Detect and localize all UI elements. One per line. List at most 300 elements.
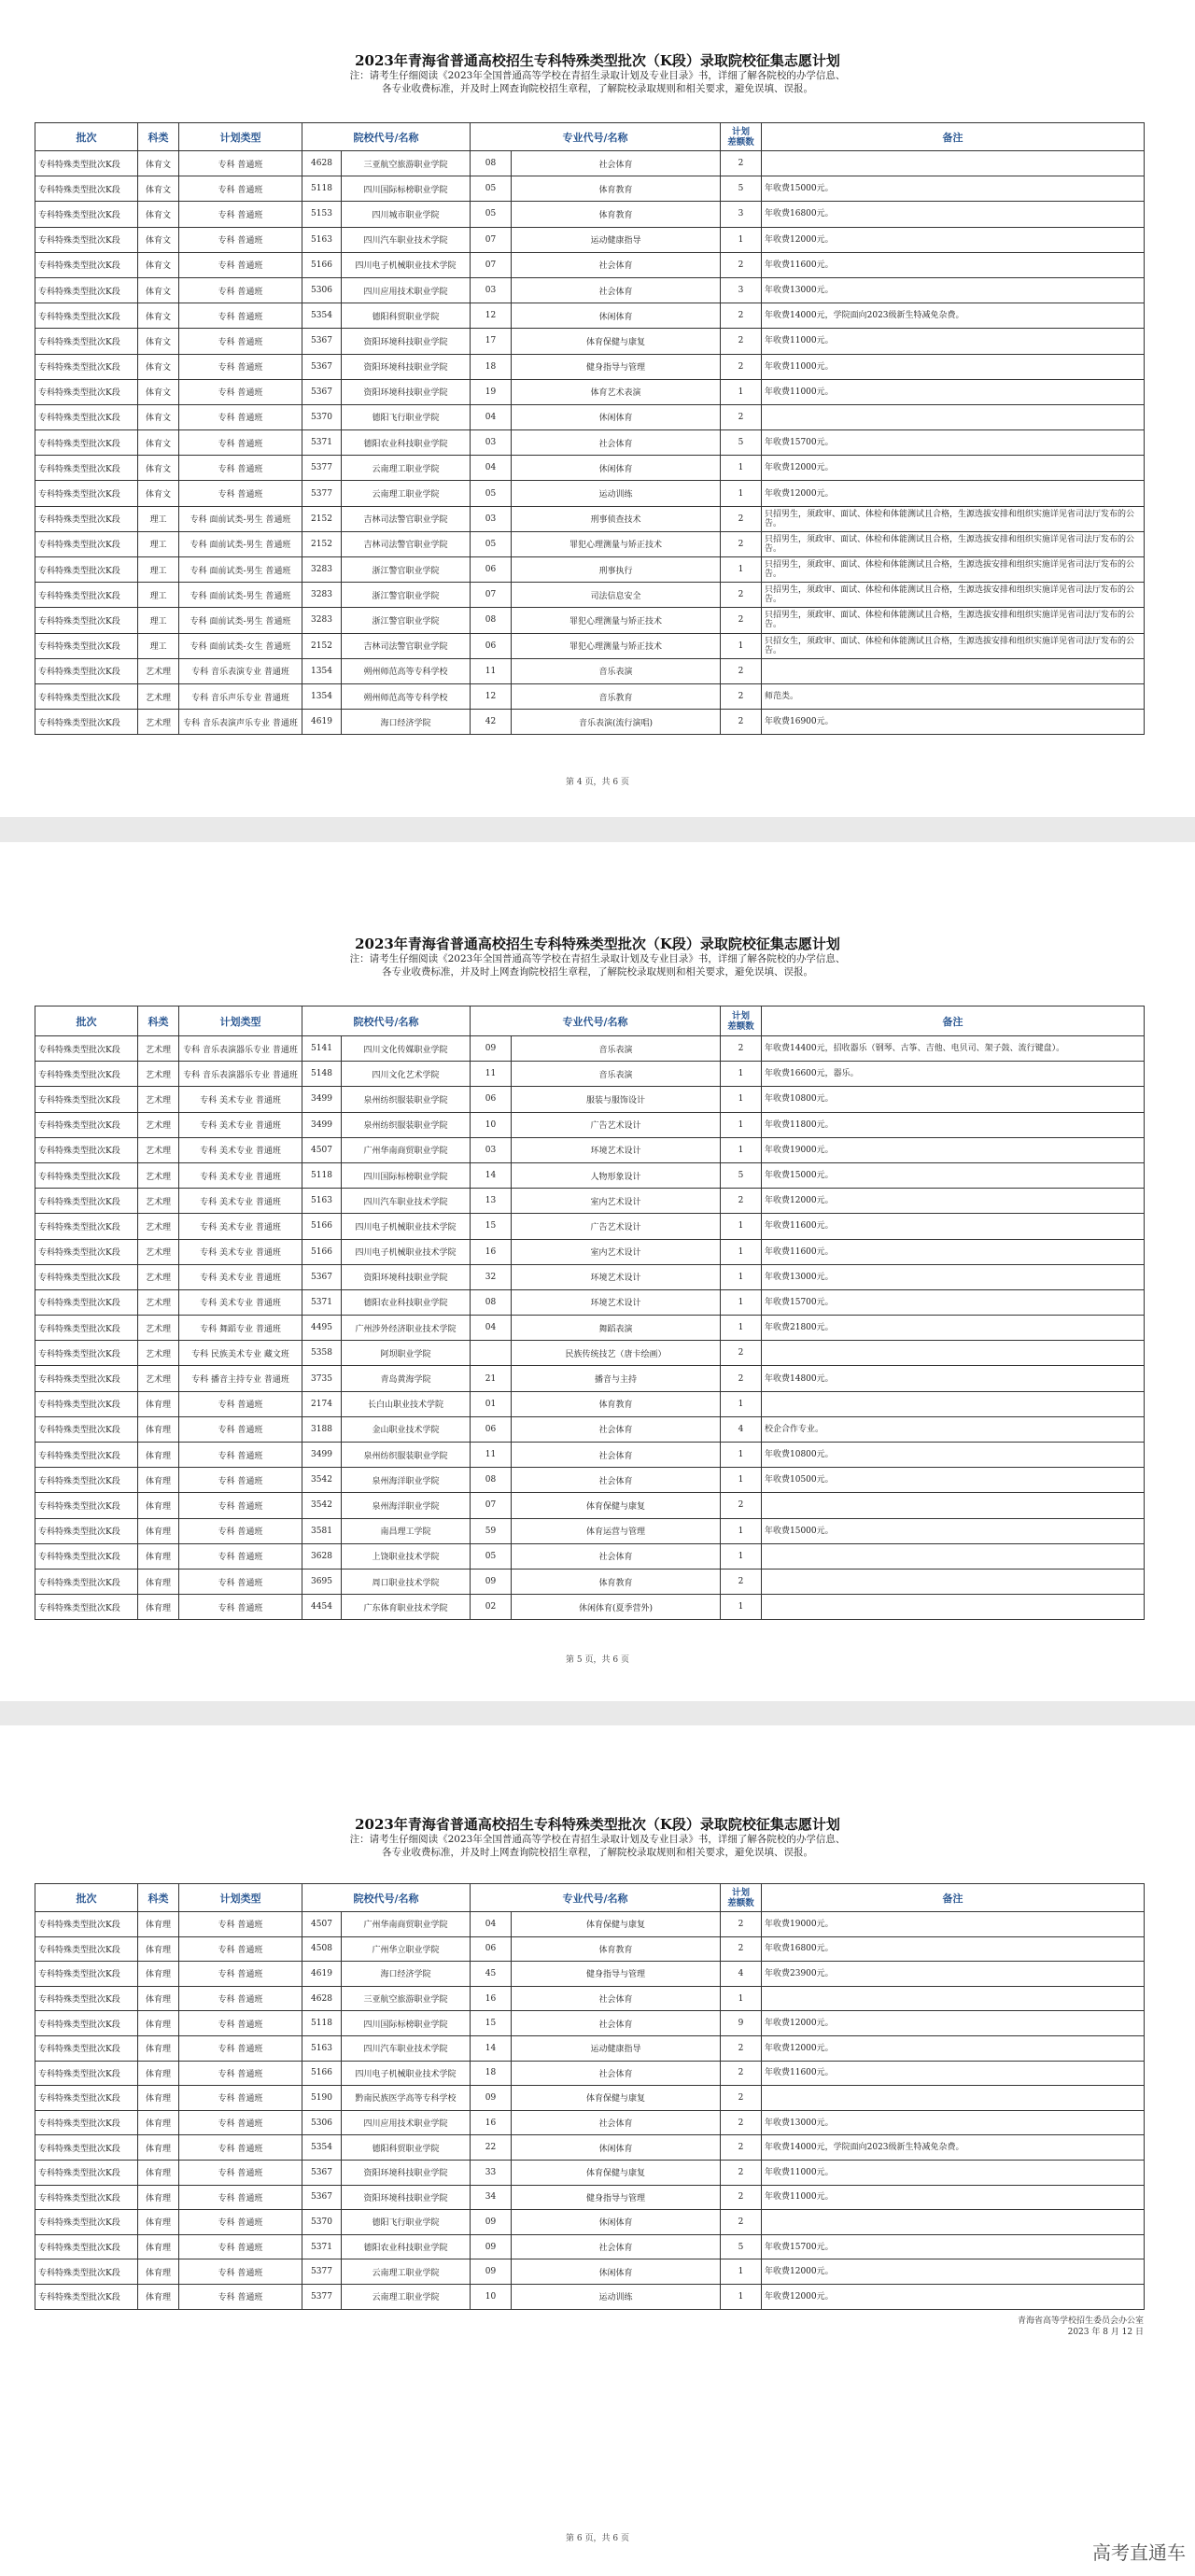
- plan-type-cell: 专科 普通班: [179, 2035, 302, 2061]
- major-code-cell: 12: [471, 683, 512, 709]
- remark-cell: [762, 1569, 1145, 1594]
- major-name-cell: 服装与服饰设计: [512, 1087, 721, 1112]
- batch-cell: 专科特殊类型批次K段: [35, 557, 138, 583]
- category-cell: 体育理: [138, 2110, 179, 2135]
- batch-cell: 专科特殊类型批次K段: [35, 1962, 138, 1987]
- batch-cell: 专科特殊类型批次K段: [35, 430, 138, 456]
- remark-cell: 只招男生，须政审、面试、体检和体能测试且合格，生源选拔安排和组织实施详见省司法厅发布的公告。: [762, 557, 1145, 583]
- plan-type-cell: 专科 面前试类-女生 普通班: [179, 633, 302, 658]
- quota-cell: 2: [721, 531, 762, 556]
- batch-cell: 专科特殊类型批次K段: [35, 2284, 138, 2309]
- major-name-cell: 音乐表演(流行演唱): [512, 710, 721, 735]
- plan-type-cell: 专科 普通班: [179, 1936, 302, 1962]
- plan-type-cell: 专科 音乐表演专业 普通班: [179, 658, 302, 683]
- category-cell: 体育理: [138, 2259, 179, 2285]
- school-code-cell: 5354: [302, 2135, 342, 2161]
- major-code-cell: 16: [471, 2110, 512, 2135]
- page-title: 2023年青海省普通高校招生专科特殊类型批次（K段）录取院校征集志愿计划: [355, 1816, 840, 1833]
- major-code-cell: 04: [471, 1912, 512, 1937]
- header-major: 专业代号/名称: [471, 1006, 721, 1036]
- plan-type-cell: 专科 音乐表演声乐专业 普通班: [179, 710, 302, 735]
- page-footer: 第 6 页，共 6 页: [566, 2534, 629, 2543]
- batch-cell: 专科特殊类型批次K段: [35, 2160, 138, 2185]
- note-line-1: 注：请考生仔细阅读《2023年全国普通高等学校在青招生录取计划及专业目录》书，详细了解各院校的办学信息、: [349, 1834, 846, 1845]
- major-code-cell: 17: [471, 329, 512, 354]
- major-name-cell: 休闲体育: [512, 2210, 721, 2235]
- plan-type-cell: 专科 民族美术专业 藏文班: [179, 1341, 302, 1366]
- major-code-cell: 06: [471, 1087, 512, 1112]
- table-row: [35, 633, 1145, 658]
- category-cell: 体育理: [138, 1569, 179, 1594]
- remark-cell: 年收费13000元。: [762, 1264, 1145, 1289]
- table-row: [35, 481, 1145, 506]
- header-plan-type: 计划类型: [179, 1884, 302, 1912]
- batch-cell: 专科特殊类型批次K段: [35, 2234, 138, 2259]
- school-code-cell: 5370: [302, 2210, 342, 2235]
- school-code-cell: 5166: [302, 1214, 342, 1239]
- remark-cell: [762, 1986, 1145, 2011]
- header-quota-line-2: 差额数: [727, 1021, 754, 1032]
- category-cell: 体育理: [138, 1416, 179, 1442]
- batch-cell: 专科特殊类型批次K段: [35, 1062, 138, 1087]
- remark-cell: 只招男生，须政审、面试、体检和体能测试且合格，生源选拔安排和组织实施详见省司法厅发布的公告。: [762, 608, 1145, 633]
- batch-cell: 专科特殊类型批次K段: [35, 2135, 138, 2161]
- school-name-cell: 四川国际标榜职业学院: [342, 1162, 471, 1188]
- table-row: [35, 202, 1145, 227]
- school-code-cell: 5163: [302, 2035, 342, 2061]
- quota-cell: 2: [721, 404, 762, 429]
- quota-cell: 5: [721, 430, 762, 456]
- school-code-cell: 3542: [302, 1468, 342, 1493]
- table-row: [35, 1416, 1145, 1442]
- category-cell: 艺术理: [138, 1137, 179, 1162]
- quota-cell: 2: [721, 1366, 762, 1391]
- plan-type-cell: 专科 普通班: [179, 2061, 302, 2086]
- school-name-cell: 四川应用技术职业学院: [342, 2110, 471, 2135]
- major-name-cell: 刑事执行: [512, 557, 721, 583]
- header-quota-line-2: 差额数: [727, 1897, 754, 1908]
- category-cell: 体育文: [138, 202, 179, 227]
- quota-cell: 2: [721, 303, 762, 329]
- school-name-cell: 广州华南商贸职业学院: [342, 1137, 471, 1162]
- batch-cell: 专科特殊类型批次K段: [35, 2086, 138, 2111]
- category-cell: 艺术理: [138, 1289, 179, 1315]
- batch-cell: 专科特殊类型批次K段: [35, 1493, 138, 1518]
- major-name-cell: 罪犯心理测量与矫正技术: [512, 633, 721, 658]
- plan-table: [35, 1006, 1145, 1620]
- plan-type-cell: 专科 普通班: [179, 430, 302, 456]
- school-code-cell: 5370: [302, 404, 342, 429]
- major-code-cell: 14: [471, 2035, 512, 2061]
- major-name-cell: 休闲体育: [512, 404, 721, 429]
- major-code-cell: 34: [471, 2185, 512, 2210]
- school-name-cell: 吉林司法警官职业学院: [342, 531, 471, 556]
- school-name-cell: 吉林司法警官职业学院: [342, 633, 471, 658]
- plan-type-cell: 专科 普通班: [179, 227, 302, 252]
- quota-cell: 2: [721, 1189, 762, 1214]
- category-cell: 理工: [138, 531, 179, 556]
- school-name-cell: 德阳科贸职业学院: [342, 303, 471, 329]
- school-name-cell: 云南理工职业学院: [342, 2284, 471, 2309]
- remark-cell: 年收费15000元。: [762, 176, 1145, 202]
- plan-type-cell: 专科 面前试类-男生 普通班: [179, 531, 302, 556]
- plan-table: [35, 122, 1145, 735]
- school-code-cell: 4508: [302, 1936, 342, 1962]
- table-row: [35, 1493, 1145, 1518]
- major-name-cell: 广告艺术设计: [512, 1112, 721, 1137]
- remark-cell: 年收费16800元。: [762, 1936, 1145, 1962]
- table-row: [35, 151, 1145, 176]
- school-name-cell: 海口经济学院: [342, 1962, 471, 1987]
- batch-cell: 专科特殊类型批次K段: [35, 456, 138, 481]
- school-code-cell: 4507: [302, 1137, 342, 1162]
- school-code-cell: 5371: [302, 430, 342, 456]
- batch-cell: 专科特殊类型批次K段: [35, 2061, 138, 2086]
- school-name-cell: 资阳环境科技职业学院: [342, 1264, 471, 1289]
- table-row: [35, 1239, 1145, 1264]
- header-quota-line-1: 计划: [731, 1887, 750, 1898]
- batch-cell: 专科特殊类型批次K段: [35, 404, 138, 429]
- major-code-cell: [471, 1341, 512, 1366]
- plan-type-cell: 专科 普通班: [179, 1595, 302, 1620]
- plan-type-cell: 专科 普通班: [179, 2086, 302, 2111]
- category-cell: 体育理: [138, 1493, 179, 1518]
- table-row: [35, 430, 1145, 456]
- school-name-cell: 四川电子机械职业技术学院: [342, 1214, 471, 1239]
- major-code-cell: 06: [471, 1936, 512, 1962]
- remark-cell: 年收费13000元。: [762, 2110, 1145, 2135]
- major-name-cell: 社会体育: [512, 2061, 721, 2086]
- school-code-cell: 1354: [302, 683, 342, 709]
- table-row: [35, 252, 1145, 277]
- school-code-cell: 5367: [302, 1264, 342, 1289]
- major-name-cell: 体育教育: [512, 202, 721, 227]
- school-name-cell: 德阳农业科技职业学院: [342, 2234, 471, 2259]
- major-name-cell: 刑事侦查技术: [512, 506, 721, 531]
- school-code-cell: 4619: [302, 1962, 342, 1987]
- category-cell: 艺术理: [138, 1062, 179, 1087]
- major-code-cell: 18: [471, 2061, 512, 2086]
- major-name-cell: 社会体育: [512, 1986, 721, 2011]
- table-row: [35, 1391, 1145, 1416]
- remark-cell: [762, 1543, 1145, 1569]
- category-cell: 体育理: [138, 1468, 179, 1493]
- remark-cell: 年收费19000元。: [762, 1912, 1145, 1937]
- plan-type-cell: 专科 普通班: [179, 1569, 302, 1594]
- table-row: [35, 683, 1145, 709]
- school-code-cell: 2152: [302, 633, 342, 658]
- batch-cell: 专科特殊类型批次K段: [35, 1366, 138, 1391]
- batch-cell: 专科特殊类型批次K段: [35, 1036, 138, 1062]
- category-cell: 体育理: [138, 1962, 179, 1987]
- quota-cell: 2: [721, 1493, 762, 1518]
- category-cell: 理工: [138, 608, 179, 633]
- category-cell: 艺术理: [138, 1189, 179, 1214]
- major-name-cell: 社会体育: [512, 1416, 721, 1442]
- batch-cell: 专科特殊类型批次K段: [35, 506, 138, 531]
- batch-cell: 专科特殊类型批次K段: [35, 633, 138, 658]
- table-row: [35, 2185, 1145, 2210]
- school-code-cell: 5367: [302, 354, 342, 379]
- major-code-cell: 07: [471, 583, 512, 608]
- note-line-2: 各专业收费标准，并及时上网查询院校招生章程，了解院校录取规则和相关要求，避免误填、误报。: [382, 1847, 813, 1858]
- issuing-office: [1018, 2316, 1144, 2338]
- plan-type-cell: 专科 普通班: [179, 303, 302, 329]
- category-cell: 艺术理: [138, 1264, 179, 1289]
- header-category: 科类: [138, 1884, 179, 1912]
- major-code-cell: 15: [471, 1214, 512, 1239]
- major-code-cell: 32: [471, 1264, 512, 1289]
- major-name-cell: 体育教育: [512, 176, 721, 202]
- school-name-cell: 黔南民族医学高等专科学校: [342, 2086, 471, 2111]
- major-code-cell: 06: [471, 557, 512, 583]
- plan-type-cell: 专科 面前试类-男生 普通班: [179, 557, 302, 583]
- quota-cell: 4: [721, 1962, 762, 1987]
- school-name-cell: 云南理工职业学院: [342, 456, 471, 481]
- remark-cell: 年收费11600元。: [762, 2061, 1145, 2086]
- remark-cell: 年收费10500元。: [762, 1468, 1145, 1493]
- school-name-cell: 周口职业技术学院: [342, 1569, 471, 1594]
- batch-cell: 专科特殊类型批次K段: [35, 2210, 138, 2235]
- category-cell: 艺术理: [138, 1036, 179, 1062]
- office-date: 2023 年 8 月 12 日: [1067, 2328, 1144, 2337]
- major-code-cell: 08: [471, 1468, 512, 1493]
- school-code-cell: 3695: [302, 1569, 342, 1594]
- quota-cell: 2: [721, 1936, 762, 1962]
- category-cell: 体育理: [138, 1936, 179, 1962]
- table-row: [35, 329, 1145, 354]
- category-cell: 体育文: [138, 430, 179, 456]
- table-row: [35, 1162, 1145, 1188]
- school-code-cell: 3499: [302, 1112, 342, 1137]
- quota-cell: 1: [721, 1443, 762, 1468]
- table-row: [35, 1316, 1145, 1341]
- category-cell: 体育文: [138, 227, 179, 252]
- table-row: [35, 2284, 1145, 2309]
- school-name-cell: 海口经济学院: [342, 710, 471, 735]
- major-code-cell: 03: [471, 506, 512, 531]
- category-cell: 体育理: [138, 2035, 179, 2061]
- major-code-cell: 09: [471, 2259, 512, 2285]
- table-row: [35, 1595, 1145, 1620]
- batch-cell: 专科特殊类型批次K段: [35, 1569, 138, 1594]
- school-name-cell: 云南理工职业学院: [342, 481, 471, 506]
- major-name-cell: 室内艺术设计: [512, 1189, 721, 1214]
- category-cell: 体育理: [138, 1543, 179, 1569]
- major-code-cell: 03: [471, 1137, 512, 1162]
- school-name-cell: 三亚航空旅游职业学院: [342, 1986, 471, 2011]
- header-quota-line-2: 差额数: [727, 136, 754, 148]
- plan-type-cell: 专科 普通班: [179, 1391, 302, 1416]
- remark-cell: [762, 151, 1145, 176]
- header-category: 科类: [138, 123, 179, 151]
- quota-cell: 2: [721, 583, 762, 608]
- batch-cell: 专科特殊类型批次K段: [35, 531, 138, 556]
- major-code-cell: 11: [471, 1443, 512, 1468]
- plan-type-cell: 专科 舞蹈专业 普通班: [179, 1316, 302, 1341]
- quota-cell: 2: [721, 2185, 762, 2210]
- batch-cell: 专科特殊类型批次K段: [35, 227, 138, 252]
- quota-cell: 1: [721, 1087, 762, 1112]
- plan-type-cell: 专科 美术专业 普通班: [179, 1239, 302, 1264]
- plan-type-cell: 专科 普通班: [179, 1443, 302, 1468]
- category-cell: 理工: [138, 506, 179, 531]
- major-code-cell: 07: [471, 1493, 512, 1518]
- school-code-cell: 2152: [302, 531, 342, 556]
- category-cell: 理工: [138, 583, 179, 608]
- table-row: [35, 2110, 1145, 2135]
- school-name-cell: 朔州师范高等专科学校: [342, 658, 471, 683]
- remark-cell: 年收费12000元。: [762, 481, 1145, 506]
- major-name-cell: 健身指导与管理: [512, 1962, 721, 1987]
- quota-cell: 5: [721, 2234, 762, 2259]
- batch-cell: 专科特殊类型批次K段: [35, 1912, 138, 1937]
- school-code-cell: 5166: [302, 1239, 342, 1264]
- remark-cell: 年收费15000元。: [762, 1518, 1145, 1543]
- major-name-cell: 休闲体育: [512, 2135, 721, 2161]
- major-name-cell: 罪犯心理测量与矫正技术: [512, 531, 721, 556]
- plan-type-cell: 专科 普通班: [179, 2284, 302, 2309]
- school-code-cell: 3283: [302, 608, 342, 633]
- category-cell: 体育理: [138, 1518, 179, 1543]
- header-school: 院校代号/名称: [302, 1006, 471, 1036]
- quota-cell: 1: [721, 1214, 762, 1239]
- quota-cell: 1: [721, 1062, 762, 1087]
- quota-cell: 1: [721, 456, 762, 481]
- plan-type-cell: 专科 普通班: [179, 2160, 302, 2185]
- batch-cell: 专科特殊类型批次K段: [35, 1518, 138, 1543]
- table-row: [35, 456, 1145, 481]
- batch-cell: 专科特殊类型批次K段: [35, 2011, 138, 2036]
- remark-cell: 只招男生，须政审、面试、体检和体能测试且合格，生源选拔安排和组织实施详见省司法厅发布的公告。: [762, 531, 1145, 556]
- header-quota-line-1: 计划: [731, 126, 750, 137]
- remark-cell: 年收费12000元。: [762, 2011, 1145, 2036]
- batch-cell: 专科特殊类型批次K段: [35, 1137, 138, 1162]
- major-name-cell: 人物形象设计: [512, 1162, 721, 1188]
- major-code-cell: 04: [471, 404, 512, 429]
- major-code-cell: 08: [471, 1289, 512, 1315]
- major-name-cell: 体育教育: [512, 1936, 721, 1962]
- plan-type-cell: 专科 音乐表演器乐专业 普通班: [179, 1036, 302, 1062]
- major-code-cell: 05: [471, 531, 512, 556]
- school-code-cell: 2152: [302, 506, 342, 531]
- plan-type-cell: 专科 美术专业 普通班: [179, 1087, 302, 1112]
- batch-cell: 专科特殊类型批次K段: [35, 2259, 138, 2285]
- plan-type-cell: 专科 音乐声乐专业 普通班: [179, 683, 302, 709]
- batch-cell: 专科特殊类型批次K段: [35, 176, 138, 202]
- major-code-cell: 05: [471, 1543, 512, 1569]
- school-code-cell: 5367: [302, 2160, 342, 2185]
- table-row: [35, 1543, 1145, 1569]
- school-code-cell: 5371: [302, 2234, 342, 2259]
- school-name-cell: 泉州海洋职业学院: [342, 1468, 471, 1493]
- major-code-cell: 06: [471, 633, 512, 658]
- major-code-cell: 07: [471, 227, 512, 252]
- plan-type-cell: 专科 普通班: [179, 151, 302, 176]
- plan-type-cell: 专科 播音主持专业 普通班: [179, 1366, 302, 1391]
- header-quota-line-1: 计划: [731, 1010, 750, 1021]
- school-code-cell: 5166: [302, 2061, 342, 2086]
- major-name-cell: 音乐表演: [512, 1062, 721, 1087]
- plan-type-cell: 专科 普通班: [179, 2210, 302, 2235]
- batch-cell: 专科特殊类型批次K段: [35, 608, 138, 633]
- plan-type-cell: 专科 普通班: [179, 404, 302, 429]
- school-name-cell: 浙江警官职业学院: [342, 608, 471, 633]
- batch-cell: 专科特殊类型批次K段: [35, 1264, 138, 1289]
- major-code-cell: 13: [471, 1189, 512, 1214]
- major-name-cell: 音乐表演: [512, 1036, 721, 1062]
- page-title: 2023年青海省普通高校招生专科特殊类型批次（K段）录取院校征集志愿计划: [355, 52, 840, 69]
- header-quota: [721, 1006, 762, 1036]
- quota-cell: 2: [721, 1036, 762, 1062]
- category-cell: 体育文: [138, 481, 179, 506]
- batch-cell: 专科特殊类型批次K段: [35, 710, 138, 735]
- major-code-cell: 02: [471, 1595, 512, 1620]
- batch-cell: 专科特殊类型批次K段: [35, 2035, 138, 2061]
- school-code-cell: 5367: [302, 2185, 342, 2210]
- remark-cell: [762, 2210, 1145, 2235]
- remark-cell: 年收费13000元。: [762, 277, 1145, 303]
- header-quota: [721, 123, 762, 151]
- school-name-cell: 广州华立职业学院: [342, 1936, 471, 1962]
- plan-type-cell: 专科 普通班: [179, 2259, 302, 2285]
- school-name-cell: 长白山职业技术学院: [342, 1391, 471, 1416]
- quota-cell: 1: [721, 1986, 762, 2011]
- major-code-cell: 05: [471, 481, 512, 506]
- school-code-cell: 3581: [302, 1518, 342, 1543]
- category-cell: 体育文: [138, 277, 179, 303]
- plan-type-cell: 专科 普通班: [179, 1962, 302, 1987]
- quota-cell: 1: [721, 379, 762, 404]
- watermark: 高考直通车: [1092, 2541, 1186, 2564]
- plan-type-cell: 专科 普通班: [179, 1468, 302, 1493]
- quota-cell: 2: [721, 658, 762, 683]
- header-major: 专业代号/名称: [471, 123, 721, 151]
- remark-cell: 年收费14800元。: [762, 1366, 1145, 1391]
- school-name-cell: 浙江警官职业学院: [342, 583, 471, 608]
- batch-cell: 专科特殊类型批次K段: [35, 1316, 138, 1341]
- major-code-cell: 01: [471, 1391, 512, 1416]
- remark-cell: 年收费11000元。: [762, 2185, 1145, 2210]
- quota-cell: 2: [721, 2035, 762, 2061]
- header-plan-type: 计划类型: [179, 123, 302, 151]
- quota-cell: 1: [721, 1112, 762, 1137]
- table-row: [35, 2086, 1145, 2111]
- page-footer: 第 5 页，共 6 页: [566, 1655, 629, 1665]
- major-code-cell: 04: [471, 1316, 512, 1341]
- major-name-cell: 社会体育: [512, 1468, 721, 1493]
- header-batch: 批次: [35, 1884, 138, 1912]
- batch-cell: 专科特殊类型批次K段: [35, 1341, 138, 1366]
- table-row: [35, 1214, 1145, 1239]
- plan-type-cell: 专科 普通班: [179, 176, 302, 202]
- major-name-cell: 社会体育: [512, 151, 721, 176]
- header-remark: 备注: [762, 123, 1145, 151]
- major-code-cell: 45: [471, 1962, 512, 1987]
- school-code-cell: 3283: [302, 557, 342, 583]
- remark-cell: 年收费16800元。: [762, 202, 1145, 227]
- table-row: [35, 1912, 1145, 1937]
- batch-cell: 专科特殊类型批次K段: [35, 1468, 138, 1493]
- table-row: [35, 2061, 1145, 2086]
- remark-cell: 年收费11800元。: [762, 1112, 1145, 1137]
- table-row: [35, 1189, 1145, 1214]
- plan-type-cell: 专科 普通班: [179, 2185, 302, 2210]
- remark-cell: 年收费11000元。: [762, 2160, 1145, 2185]
- table-row: [35, 710, 1145, 735]
- major-code-cell: 33: [471, 2160, 512, 2185]
- category-cell: 体育理: [138, 2135, 179, 2161]
